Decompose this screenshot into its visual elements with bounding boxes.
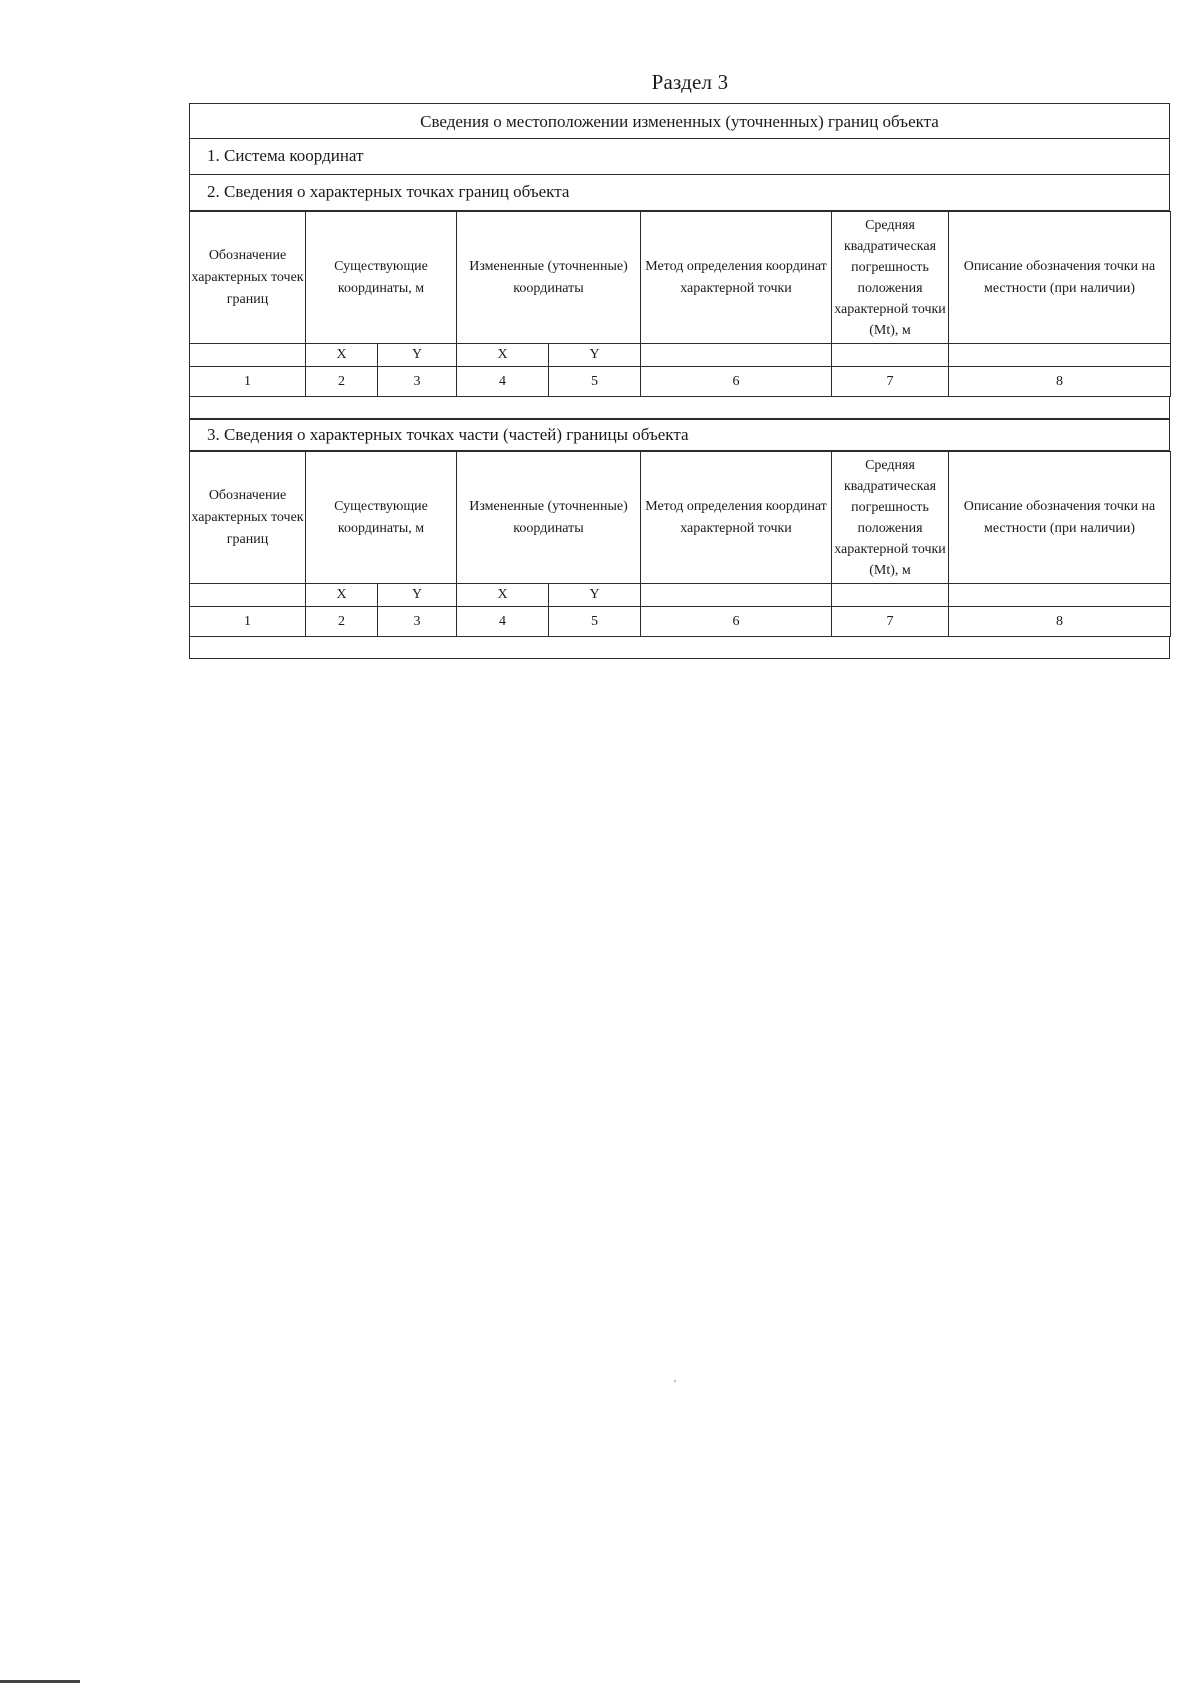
- section-title: Раздел 3: [651, 70, 729, 94]
- coord-system-row: 1. Система координат: [189, 139, 1170, 175]
- form-document: [189, 103, 1170, 659]
- sub-x-existing: X: [306, 344, 378, 367]
- subheader-row: [190, 584, 1171, 607]
- sub-x-changed: X: [457, 584, 549, 607]
- num-cell: 8: [949, 367, 1171, 397]
- col-mean-error: Средняя квадратическая погрешность положения характерной точки (Mt), м: [832, 212, 949, 344]
- col-changed-coords: Измененные (уточненные) координаты: [457, 212, 641, 344]
- col-description: Описание обозначения точки на местности (при наличии): [949, 452, 1171, 584]
- sub-y-changed: Y: [549, 344, 641, 367]
- num-cell: 6: [641, 607, 832, 637]
- num-cell: 3: [378, 607, 457, 637]
- col-changed-coords: Измененные (уточненные) координаты: [457, 452, 641, 584]
- section-2-empty-row: [189, 397, 1170, 419]
- num-cell: 8: [949, 607, 1171, 637]
- sub-y-changed: Y: [549, 584, 641, 607]
- subheader-row: [190, 344, 1171, 367]
- num-cell: 3: [378, 367, 457, 397]
- sub-empty: [832, 584, 949, 607]
- col-point-designation: Обозначение характерных точек границ: [190, 212, 306, 344]
- num-cell: 2: [306, 607, 378, 637]
- sub-y-existing: Y: [378, 344, 457, 367]
- num-cell: 5: [549, 607, 641, 637]
- number-row: [190, 367, 1171, 397]
- sub-empty: [949, 584, 1171, 607]
- sub-y-existing: Y: [378, 584, 457, 607]
- num-cell: 4: [457, 367, 549, 397]
- section-2-table: [189, 211, 1171, 397]
- sub-empty: [832, 344, 949, 367]
- col-existing-coords: Существующие координаты, м: [306, 212, 457, 344]
- col-method: Метод определения координат характерной точки: [641, 452, 832, 584]
- section-3-table: [189, 451, 1171, 637]
- num-cell: 1: [190, 607, 306, 637]
- col-point-designation: Обозначение характерных точек границ: [190, 452, 306, 584]
- num-cell: 7: [832, 607, 949, 637]
- header-row: [190, 212, 1171, 344]
- scan-edge-mark: [0, 1680, 80, 1683]
- col-method: Метод определения координат характерной точки: [641, 212, 832, 344]
- stray-mark: ': [674, 1379, 676, 1390]
- section-3-title: 3. Сведения о характерных точках части (частей) границы объекта: [189, 419, 1170, 451]
- num-cell: 7: [832, 367, 949, 397]
- header-row: [190, 452, 1171, 584]
- col-description: Описание обозначения точки на местности (при наличии): [949, 212, 1171, 344]
- sub-x-changed: X: [457, 344, 549, 367]
- num-cell: 6: [641, 367, 832, 397]
- num-cell: 2: [306, 367, 378, 397]
- col-mean-error: Средняя квадратическая погрешность положения характерной точки (Mt), м: [832, 452, 949, 584]
- num-cell: 4: [457, 607, 549, 637]
- col-existing-coords: Существующие координаты, м: [306, 452, 457, 584]
- num-cell: 5: [549, 367, 641, 397]
- sub-empty: [949, 344, 1171, 367]
- sub-empty: [190, 584, 306, 607]
- num-cell: 1: [190, 367, 306, 397]
- sub-empty: [641, 584, 832, 607]
- sub-empty: [190, 344, 306, 367]
- section-2-title: 2. Сведения о характерных точках границ объекта: [189, 175, 1170, 211]
- sub-x-existing: X: [306, 584, 378, 607]
- main-header: Сведения о местоположении измененных (уточненных) границ объекта: [189, 103, 1170, 139]
- number-row: [190, 607, 1171, 637]
- section-3-empty-row: [189, 637, 1170, 659]
- sub-empty: [641, 344, 832, 367]
